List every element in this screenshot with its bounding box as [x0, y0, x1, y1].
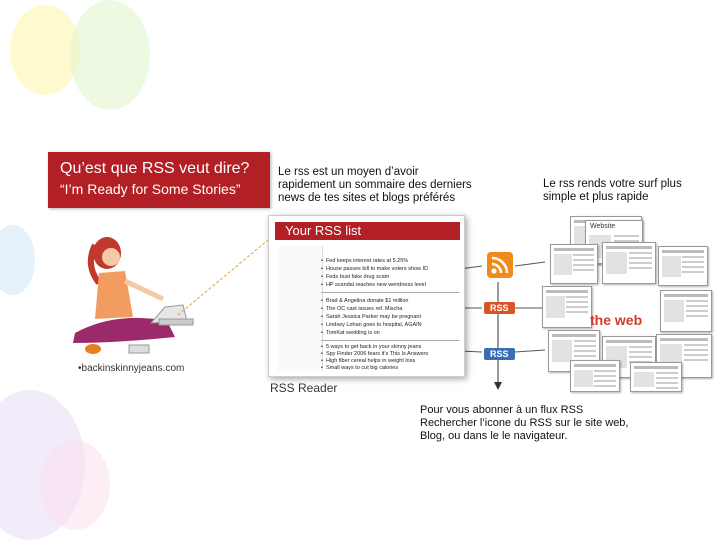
feed-item[interactable]: • Fed keeps interest rates at 5.25%	[321, 258, 408, 264]
webpage-thumb	[660, 290, 712, 332]
subscribe-line: Pour vous abonner à un flux RSS	[420, 404, 584, 416]
reader-sidebar	[277, 246, 323, 371]
intro-line: Le rss est un moyen d’avoir	[278, 166, 419, 178]
webpage-thumb	[550, 244, 598, 284]
webpage-thumb	[658, 246, 708, 286]
website-label: Website	[590, 223, 616, 230]
feed-item[interactable]: • Spy Finder 2006 fears it’s This Is Answers	[321, 351, 428, 357]
subscribe-line: Rechercher l’icone du RSS sur le site web,	[420, 417, 629, 429]
webpage-thumb	[542, 286, 592, 328]
intro-line: news de tes sites et blogs préférés	[278, 192, 456, 204]
feed-item[interactable]: • The OC cast issues ref. Mischa	[321, 306, 402, 312]
webpage-thumb	[630, 362, 682, 392]
rss-reader-panel	[268, 215, 465, 377]
feed-item[interactable]: • Small ways to cut big calories	[321, 365, 398, 371]
subscribe-text	[420, 404, 710, 443]
feed-item[interactable]: • House passes bill to make voters show ID	[321, 266, 428, 272]
webpage-thumb	[602, 242, 656, 284]
surf-line: simple et plus rapide	[543, 191, 649, 203]
rss-wave-icon	[487, 252, 513, 278]
intro-line: rapidement un sommaire des derniers	[278, 179, 472, 191]
feed-item[interactable]: • TomKat wedding is on	[321, 330, 380, 336]
feed-item[interactable]: • Sarah Jessica Parker may be pregnant	[321, 314, 421, 320]
rss-badge-blue[interactable]: RSS	[484, 348, 515, 360]
feed-separator	[321, 292, 459, 293]
feed-item[interactable]: • 5 ways to get back in your skinny jeans	[321, 344, 421, 350]
rss-question: Qu’est que RSS veut dire?	[60, 160, 250, 177]
rss-list-title: Your RSS list	[275, 222, 460, 240]
rss-feed-icon[interactable]	[487, 252, 513, 278]
webpage-thumb	[570, 360, 620, 392]
rss-answer: “I’m Ready for Some Stories”	[60, 181, 241, 197]
feed-item[interactable]: • HP scandal reaches new weirdness level	[321, 282, 426, 288]
feed-item[interactable]: • Brad & Angelina donate $1 million	[321, 298, 409, 304]
the-web-label: the web	[590, 312, 643, 328]
watermark-mark-icon: •	[78, 363, 82, 374]
watermark-text: backinskinnyjeans.com	[81, 363, 185, 374]
subscribe-line: Blog, ou dans le le navigateur.	[420, 430, 568, 442]
feed-item[interactable]: • Feds bust fake drug scam	[321, 274, 389, 280]
feed-item[interactable]: • Lindsey Lohan goes to hospital, AGAIN	[321, 322, 422, 328]
web-pages-cluster	[540, 212, 715, 392]
rss-badge-orange[interactable]: RSS	[484, 302, 515, 314]
surf-line: Le rss rends votre surf plus	[543, 178, 682, 190]
feed-item[interactable]: • High fiber cereal helps in weight loss	[321, 358, 415, 364]
feed-separator	[321, 340, 459, 341]
rss-reader-caption: RSS Reader	[270, 381, 338, 395]
